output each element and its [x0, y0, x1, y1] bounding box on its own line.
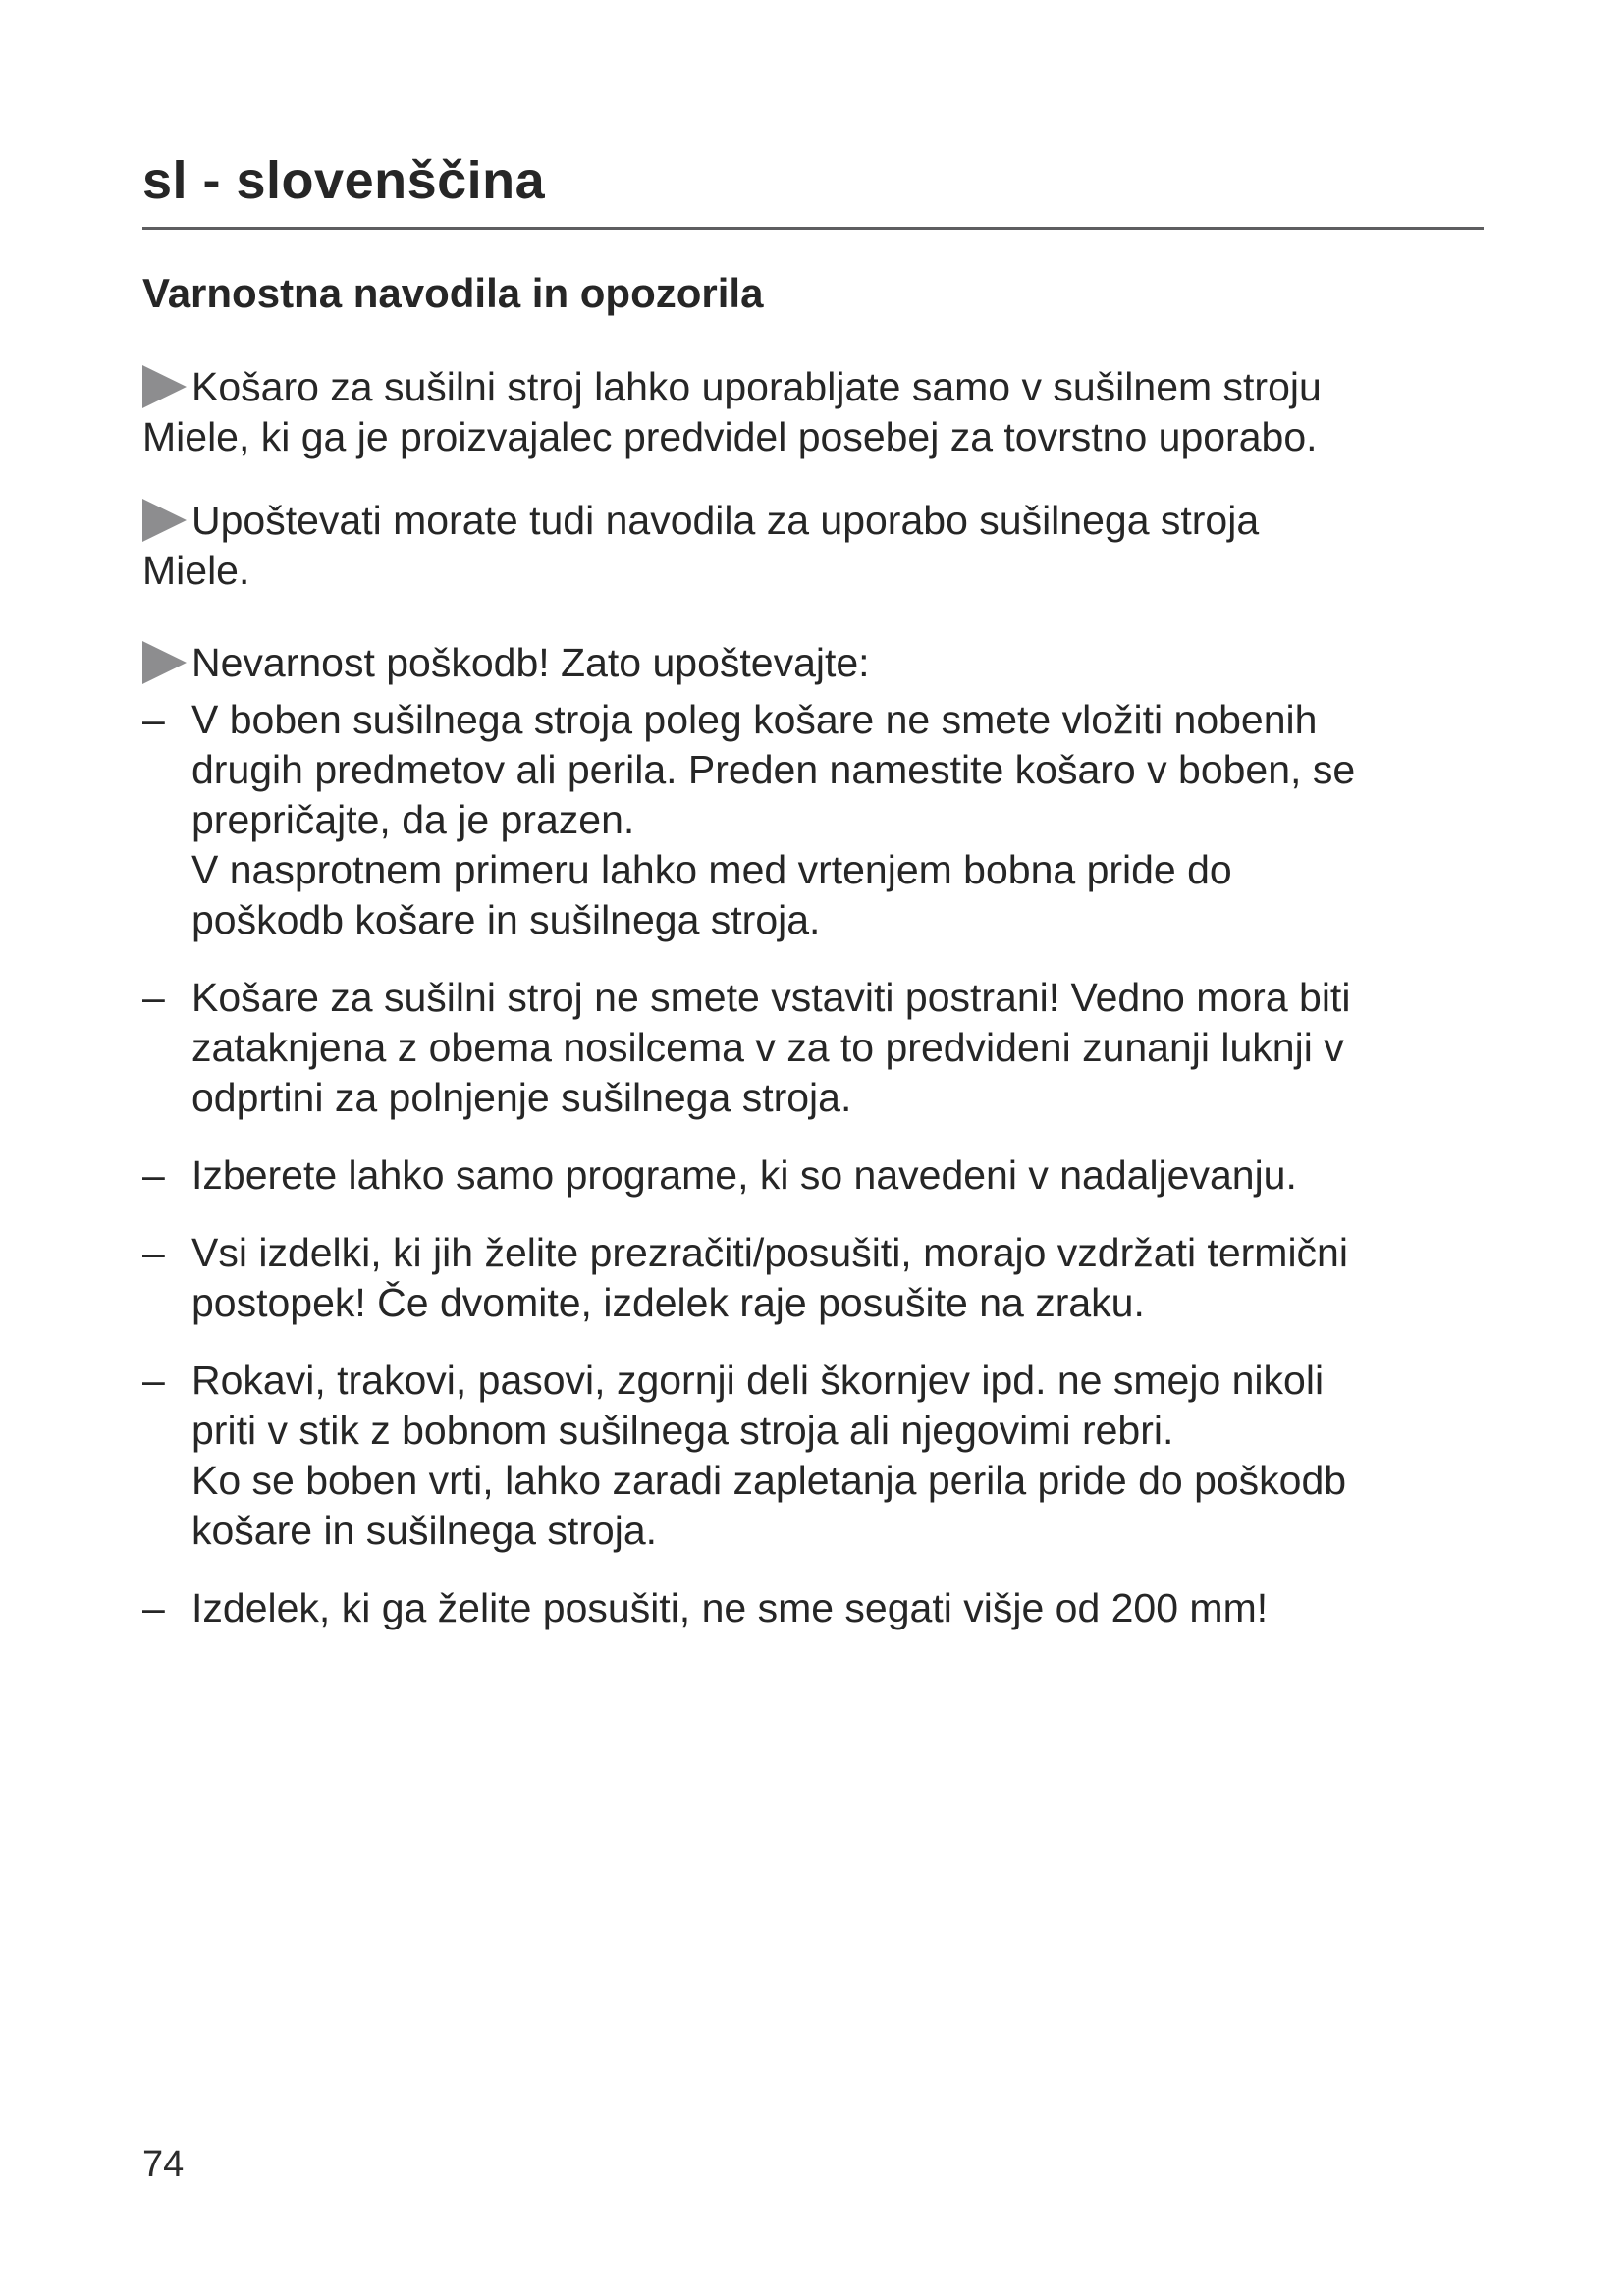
dash-bullet-icon: –: [142, 1585, 165, 1630]
list-item: [142, 1356, 1484, 1556]
safety-note: [142, 362, 1484, 462]
text-line: prepričajte, da je prazen.: [191, 797, 635, 842]
language-header: sl - slovenščina: [142, 151, 546, 210]
text-line: Miele, ki ga je proizvajalec predvidel posebej za tovrstno uporabo.: [142, 414, 1318, 459]
divider-rule: [142, 227, 1484, 230]
list-item: [142, 695, 1484, 945]
list-item: [142, 1150, 1484, 1201]
safety-note: [142, 638, 1484, 688]
text-line: Nevarnost poškodb! Zato upoštevajte:: [191, 640, 870, 685]
dash-bullet-icon: –: [142, 1152, 165, 1198]
warning-triangle-icon: [142, 365, 187, 408]
text-line: Ko se boben vrti, lahko zaradi zapletanja perila pride do poškodb: [191, 1458, 1347, 1503]
text-line: Košare za sušilni stroj ne smete vstaviti postrani! Vedno mora biti: [191, 975, 1351, 1020]
text-line: Izberete lahko samo programe, ki so navedeni v nadaljevanju.: [191, 1152, 1297, 1198]
text-line: zataknjena z obema nosilcema v za to predvideni zunanji luknji v: [191, 1025, 1344, 1070]
text-line: košare in sušilnega stroja.: [191, 1508, 658, 1553]
text-line: Rokavi, trakovi, pasovi, zgornji deli škornjev ipd. ne smejo nikoli: [191, 1358, 1325, 1403]
precaution-list: [142, 695, 1484, 1633]
safety-note: [142, 496, 1484, 596]
dash-bullet-icon: –: [142, 697, 165, 742]
text-line: Vsi izdelki, ki jih želite prezračiti/posušiti, morajo vzdržati termični: [191, 1230, 1348, 1275]
text-line: drugih predmetov ali perila. Preden namestite košaro v boben, se: [191, 747, 1356, 792]
warning-triangle-icon: [142, 499, 187, 542]
list-item: [142, 973, 1484, 1123]
section-title: Varnostna navodila in opozorila: [142, 270, 764, 316]
text-line: odprtini za polnjenje sušilnega stroja.: [191, 1075, 852, 1120]
dash-bullet-icon: –: [142, 1358, 165, 1403]
text-line: V nasprotnem primeru lahko med vrtenjem bobna pride do: [191, 847, 1232, 892]
dash-bullet-icon: –: [142, 975, 165, 1020]
text-line: Upoštevati morate tudi navodila za uporabo sušilnega stroja: [191, 498, 1260, 543]
text-line: Izdelek, ki ga želite posušiti, ne sme segati višje od 200 mm!: [191, 1585, 1269, 1630]
dash-bullet-icon: –: [142, 1230, 165, 1275]
list-item: [142, 1583, 1484, 1633]
text-line: Košaro za sušilni stroj lahko uporabljate samo v sušilnem stroju: [191, 364, 1322, 409]
warning-triangle-icon: [142, 641, 187, 684]
manual-page: [142, 153, 1484, 1633]
text-line: Miele.: [142, 548, 250, 593]
list-item: [142, 1228, 1484, 1328]
page-number: 74: [142, 2144, 185, 2185]
text-line: poškodb košare in sušilnega stroja.: [191, 897, 821, 942]
text-line: priti v stik z bobnom sušilnega stroja ali njegovimi rebri.: [191, 1408, 1174, 1453]
text-line: postopek! Če dvomite, izdelek raje posušite na zraku.: [191, 1280, 1145, 1325]
text-line: V boben sušilnega stroja poleg košare ne smete vložiti nobenih: [191, 697, 1318, 742]
